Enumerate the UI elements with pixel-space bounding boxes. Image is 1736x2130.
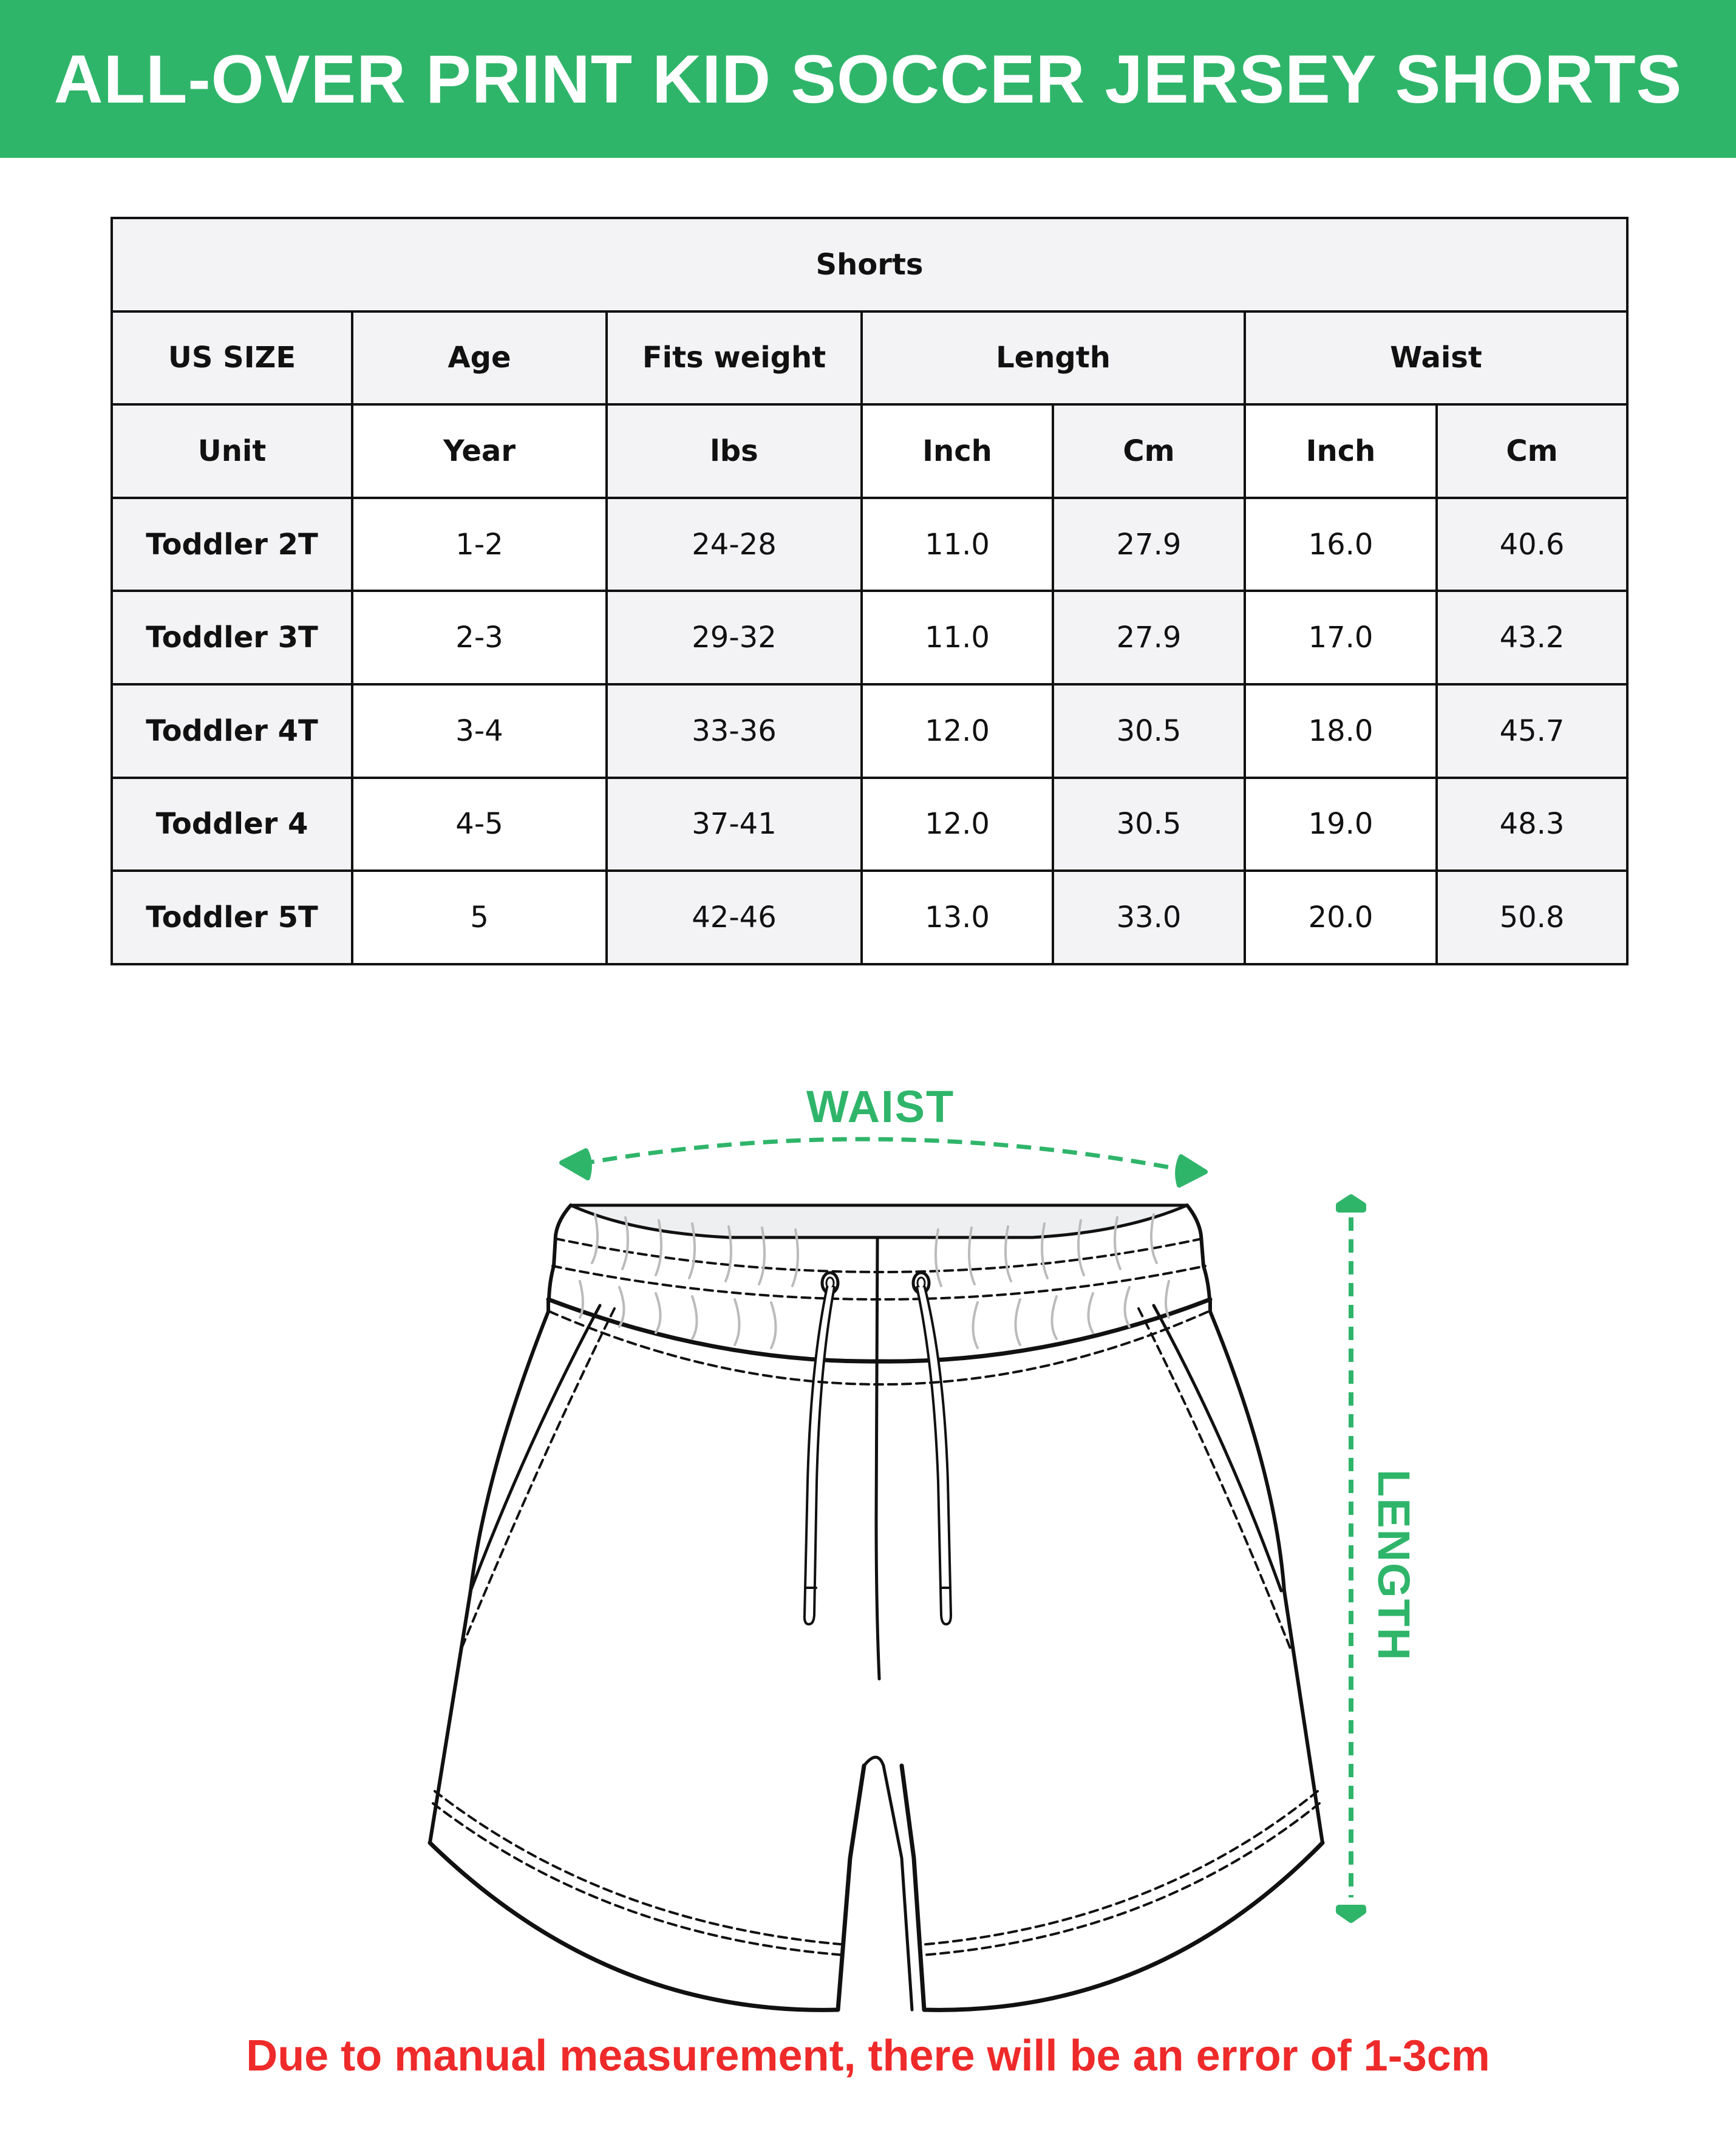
cell-length-inch: 13.0	[862, 871, 1053, 964]
header-fits-weight: Fits weight	[607, 311, 862, 405]
cell-weight: 42-46	[607, 871, 862, 964]
table-header-row	[112, 311, 1627, 405]
cell-waist-cm: 43.2	[1437, 591, 1627, 684]
table-title-row	[112, 218, 1627, 311]
unit-weight: lbs	[607, 404, 862, 498]
unit-label: Unit	[112, 404, 352, 498]
cell-length-inch: 11.0	[862, 591, 1053, 684]
waist-label: WAIST	[806, 1081, 955, 1132]
table-row	[112, 778, 1627, 871]
header-age: Age	[352, 311, 607, 405]
cell-length-cm: 30.5	[1053, 684, 1245, 778]
cell-age: 5	[352, 871, 607, 964]
cell-waist-cm: 50.8	[1437, 871, 1627, 964]
table-row	[112, 498, 1627, 591]
cell-age: 3-4	[352, 684, 607, 778]
table-row	[112, 684, 1627, 778]
cell-waist-cm: 48.3	[1437, 778, 1627, 871]
shorts-outline-icon	[430, 1205, 1322, 2010]
length-label: LENGTH	[1369, 1469, 1419, 1662]
unit-age: Year	[352, 404, 607, 498]
unit-length-inch: Inch	[862, 404, 1053, 498]
cell-waist-inch: 19.0	[1245, 778, 1437, 871]
table-title: Shorts	[112, 218, 1627, 311]
cell-weight: 29-32	[607, 591, 862, 684]
cell-age: 1-2	[352, 498, 607, 591]
header-waist: Waist	[1245, 311, 1627, 405]
cell-age: 4-5	[352, 778, 607, 871]
header-length: Length	[862, 311, 1245, 405]
cell-length-inch: 12.0	[862, 684, 1053, 778]
cell-waist-inch: 17.0	[1245, 591, 1437, 684]
cell-waist-cm: 45.7	[1437, 684, 1627, 778]
unit-waist-inch: Inch	[1245, 404, 1437, 498]
cell-size: Toddler 3T	[112, 591, 352, 684]
cell-length-inch: 11.0	[862, 498, 1053, 591]
cell-length-inch: 12.0	[862, 778, 1053, 871]
cell-age: 2-3	[352, 591, 607, 684]
cell-waist-cm: 40.6	[1437, 498, 1627, 591]
cell-length-cm: 33.0	[1053, 871, 1245, 964]
table-unit-row	[112, 404, 1627, 498]
cell-length-cm: 30.5	[1053, 778, 1245, 871]
cell-weight: 24-28	[607, 498, 862, 591]
unit-waist-cm: Cm	[1437, 404, 1627, 498]
cell-weight: 37-41	[607, 778, 862, 871]
measurement-error-note: Due to manual measurement, there will be an error of 1-3cm	[246, 2032, 1490, 2080]
header-us-size: US SIZE	[112, 311, 352, 405]
cell-size: Toddler 2T	[112, 498, 352, 591]
cell-size: Toddler 5T	[112, 871, 352, 964]
size-chart-table	[111, 217, 1629, 965]
table-row	[112, 871, 1627, 964]
table-row	[112, 591, 1627, 684]
cell-length-cm: 27.9	[1053, 498, 1245, 591]
length-arrow-icon	[1339, 1197, 1363, 1920]
header-bar	[0, 0, 1736, 158]
waist-arrow-icon	[562, 1139, 1205, 1185]
cell-size: Toddler 4	[112, 778, 352, 871]
cell-waist-inch: 16.0	[1245, 498, 1437, 591]
cell-size: Toddler 4T	[112, 684, 352, 778]
cell-weight: 33-36	[607, 684, 862, 778]
unit-length-cm: Cm	[1053, 404, 1245, 498]
cell-length-cm: 27.9	[1053, 591, 1245, 684]
cell-waist-inch: 18.0	[1245, 684, 1437, 778]
cell-waist-inch: 20.0	[1245, 871, 1437, 964]
page-title: ALL-OVER PRINT KID SOCCER JERSEY SHORTS	[53, 41, 1683, 117]
